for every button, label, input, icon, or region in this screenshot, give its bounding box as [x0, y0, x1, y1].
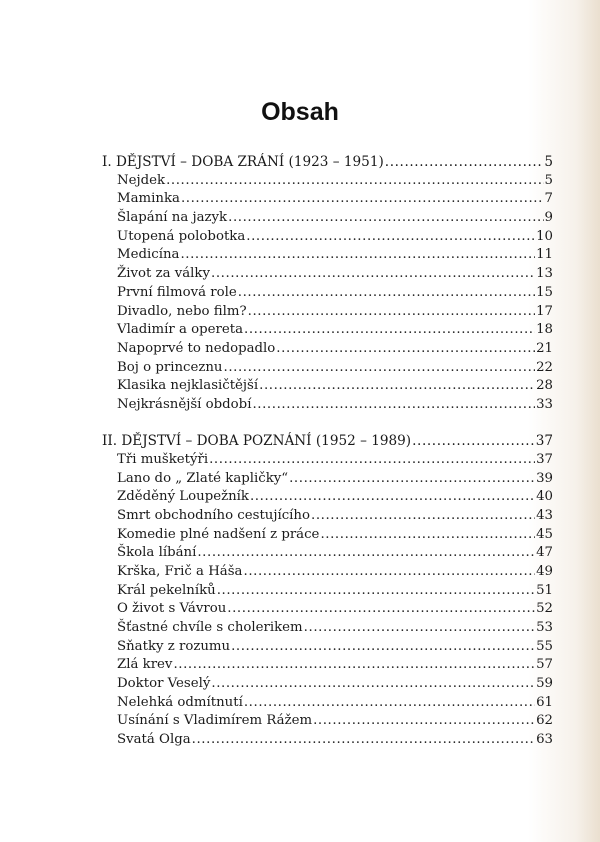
- dot-leader: [166, 172, 543, 191]
- toc-entry: [102, 656, 553, 675]
- toc-entry-page-number: 55: [536, 638, 553, 654]
- toc-entry: [102, 190, 553, 209]
- dot-leader: [246, 228, 535, 247]
- dot-leader: [250, 488, 535, 507]
- toc-entry-title: Šťastné chvíle s cholerikem: [117, 620, 303, 635]
- toc-part-heading-title: II. DĚJSTVÍ – DOBA POZNÁNÍ (1952 – 1989): [102, 433, 412, 450]
- toc-entry-title: Král pekelníků: [117, 582, 216, 598]
- toc-part-heading: [102, 432, 553, 451]
- toc-entry-title: Nejdek: [117, 172, 166, 188]
- toc-entry-page-number: 7: [544, 191, 553, 207]
- toc-entry: [102, 526, 553, 545]
- toc-entry: [102, 563, 553, 582]
- toc-entry-title: Divadlo, nebo film?: [117, 303, 247, 319]
- toc-entry-title: Komedie plné nadšení z práce: [117, 526, 320, 542]
- toc-entry: [102, 209, 553, 228]
- toc-entry: [102, 582, 553, 601]
- toc-entry-page-number: 43: [536, 507, 553, 523]
- dot-leader: [259, 377, 535, 396]
- toc-entry-page-number: 49: [536, 563, 553, 579]
- toc-entry-title: Doktor Veselý: [117, 676, 211, 692]
- dot-leader: [385, 153, 544, 172]
- dot-leader: [304, 619, 535, 638]
- toc-entry-page-number: 18: [536, 322, 553, 338]
- toc-entry: [102, 600, 553, 619]
- dot-leader: [244, 694, 535, 713]
- toc-part-heading-page-number: 37: [535, 433, 553, 450]
- toc-entry-title: Maminka: [117, 191, 180, 207]
- toc-part-heading-page-number: 5: [544, 154, 553, 170]
- toc-entry-title: Šlapání na jazyk: [117, 210, 228, 226]
- toc-entry-page-number: 57: [536, 657, 553, 673]
- dot-leader: [244, 563, 536, 582]
- dot-leader: [173, 656, 535, 675]
- toc-entry-title: Život za války: [117, 266, 211, 282]
- dot-leader: [412, 432, 535, 451]
- toc-entry-page-number: 39: [536, 470, 553, 486]
- toc-entry-title: Napoprvé to nedopadlo: [117, 340, 276, 356]
- page-title: Obsah: [261, 98, 339, 126]
- dot-leader: [209, 451, 535, 470]
- toc-entry-page-number: 5: [544, 172, 553, 188]
- dot-leader: [231, 638, 535, 657]
- toc-entry: [102, 470, 553, 489]
- toc-entry-title: Medicína: [117, 247, 180, 263]
- toc-entry-page-number: 63: [536, 732, 553, 748]
- toc-entry-page-number: 33: [536, 396, 553, 412]
- section-spacer: [102, 415, 553, 433]
- toc-entry-title: Krška, Frič a Háša: [117, 563, 243, 579]
- toc-entry: [102, 340, 553, 359]
- dot-leader: [238, 284, 535, 303]
- toc-entry: [102, 246, 553, 265]
- dot-leader: [217, 582, 535, 601]
- toc-entry-page-number: 28: [536, 378, 553, 394]
- toc-entry-title: Svatá Olga: [117, 732, 191, 748]
- toc-entry-page-number: 61: [536, 694, 553, 710]
- toc-entry-page-number: 51: [536, 582, 553, 598]
- toc-entry: [102, 451, 553, 470]
- toc-entry-title: Utopená polobotka: [117, 228, 246, 244]
- toc-entry: [102, 694, 553, 713]
- toc-entry-page-number: 15: [536, 284, 553, 300]
- toc-entry-title: Zděděný Loupežník: [117, 489, 249, 505]
- dot-leader: [320, 526, 535, 545]
- toc-entry: [102, 284, 553, 303]
- dot-leader: [180, 246, 535, 265]
- dot-leader: [311, 507, 535, 526]
- toc-entry-page-number: 11: [536, 247, 553, 263]
- toc-entry-page-number: 17: [536, 303, 553, 319]
- dot-leader: [227, 600, 535, 619]
- dot-leader: [224, 359, 536, 378]
- toc-entry-page-number: 40: [536, 489, 553, 505]
- toc-entry: [102, 172, 553, 191]
- toc-entry-page-number: 37: [536, 451, 553, 467]
- toc-entry-page-number: 52: [536, 601, 553, 617]
- toc-entry: [102, 619, 553, 638]
- toc-entry-page-number: 22: [536, 359, 553, 375]
- toc-entry-page-number: 13: [536, 266, 553, 282]
- toc-entry-page-number: 47: [536, 545, 553, 561]
- toc-entry-title: Tři mušketýři: [117, 451, 209, 467]
- toc-entry: [102, 544, 553, 563]
- toc-part-heading: [102, 153, 553, 172]
- toc-entry: [102, 731, 553, 750]
- dot-leader: [244, 321, 535, 340]
- toc-part-heading-title: I. DĚJSTVÍ – DOBA ZRÁNÍ (1923 – 1951): [102, 154, 384, 170]
- dot-leader: [248, 303, 535, 322]
- dot-leader: [211, 675, 535, 694]
- dot-leader: [276, 340, 535, 359]
- toc-entry-title: Usínání s Vladimírem Rážem: [117, 713, 313, 729]
- toc-entry-title: Zlá krev: [117, 657, 173, 673]
- toc-entry-title: Smrt obchodního cestujícího: [117, 507, 310, 523]
- dot-leader: [228, 209, 543, 228]
- toc-entry: [102, 712, 553, 731]
- toc-entry-title: Nejkrásnější období: [117, 396, 252, 412]
- toc-entry-page-number: 9: [544, 210, 553, 226]
- toc-entry-page-number: 59: [536, 676, 553, 692]
- dot-leader: [192, 731, 535, 750]
- toc-entry-title: Lano do „ Zlaté kapličky“: [117, 470, 289, 486]
- toc-entry: [102, 488, 553, 507]
- toc-entry: [102, 638, 553, 657]
- toc-entry-page-number: 45: [536, 526, 553, 542]
- dot-leader: [252, 396, 535, 415]
- toc-entry: [102, 321, 553, 340]
- toc-entry-page-number: 62: [536, 713, 553, 729]
- toc-entry: [102, 359, 553, 378]
- toc-entry-title: O život s Vávrou: [117, 601, 227, 617]
- toc-entry: [102, 396, 553, 415]
- toc-entry-page-number: 21: [536, 340, 553, 356]
- toc-entry-page-number: 10: [536, 228, 553, 244]
- toc-entry: [102, 675, 553, 694]
- toc-entry: [102, 303, 553, 322]
- dot-leader: [211, 265, 535, 284]
- toc-entry: [102, 265, 553, 284]
- table-of-contents: [102, 153, 553, 750]
- toc-entry: [102, 507, 553, 526]
- dot-leader: [289, 470, 535, 489]
- dot-leader: [181, 190, 544, 209]
- toc-entry-title: Škola líbání: [117, 545, 197, 561]
- toc-entry-title: První filmová role: [117, 284, 237, 300]
- toc-entry: [102, 377, 553, 396]
- toc-entry: [102, 228, 553, 247]
- toc-entry-title: Sňatky z rozumu: [117, 638, 231, 654]
- toc-entry-page-number: 53: [536, 620, 553, 635]
- toc-entry-title: Boj o princeznu: [117, 359, 223, 375]
- toc-entry-title: Vladimír a opereta: [117, 322, 244, 338]
- toc-entry-title: Nelehká odmítnutí: [117, 694, 243, 710]
- toc-entry-title: Klasika nejklasičtější: [117, 378, 259, 394]
- dot-leader: [197, 544, 535, 563]
- dot-leader: [313, 712, 535, 731]
